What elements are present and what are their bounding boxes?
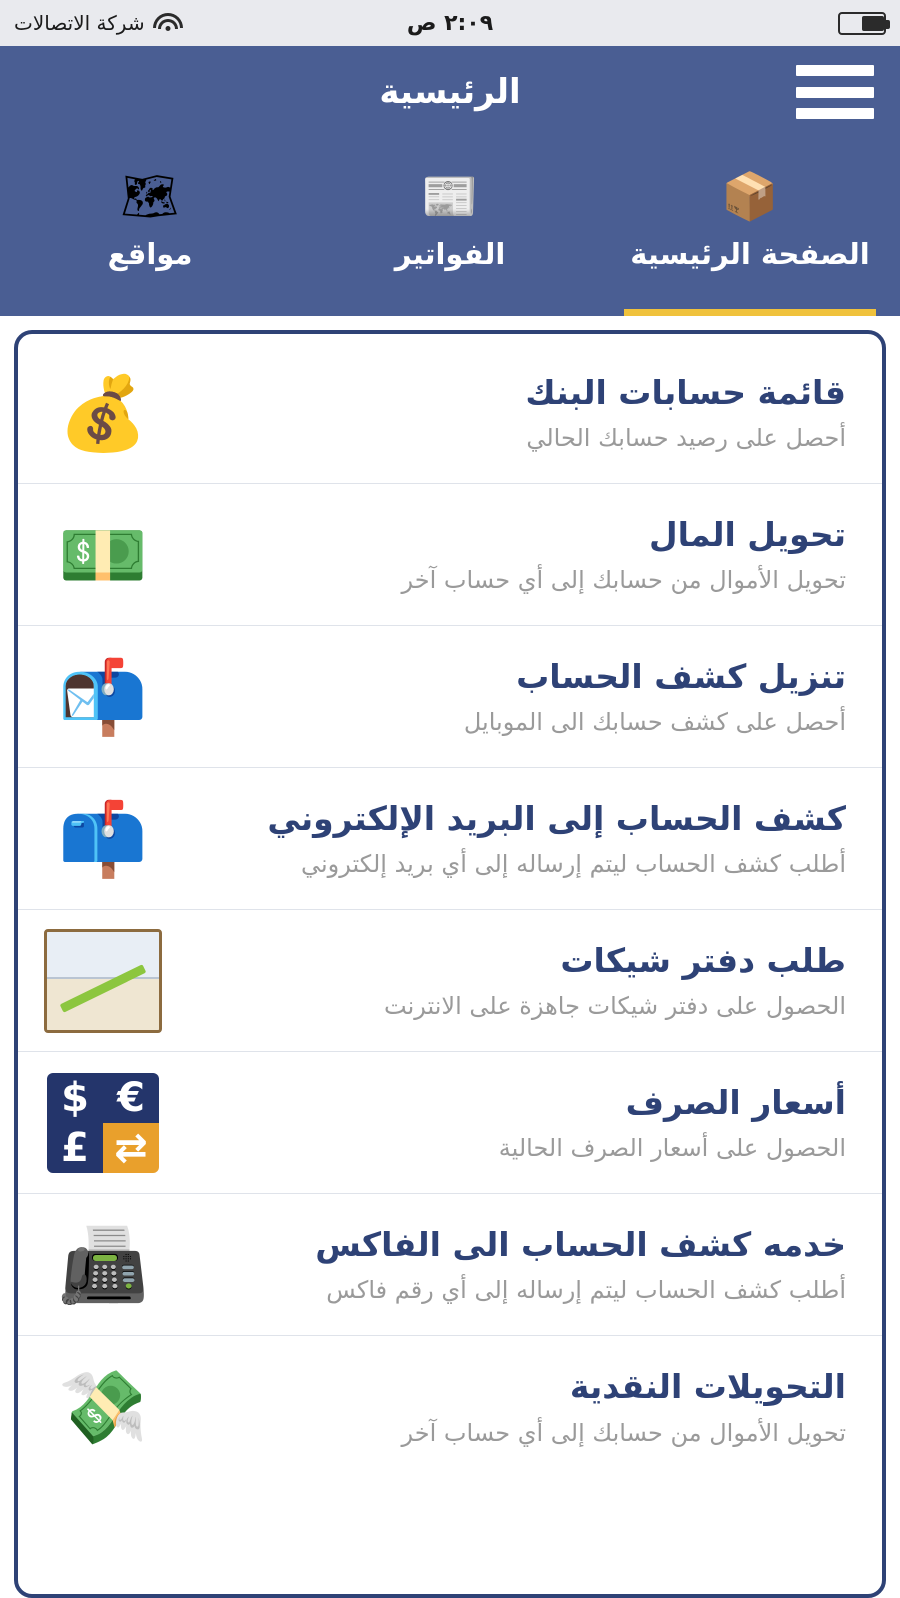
list-item-text [162,798,864,879]
list-item[interactable] [18,768,882,910]
status-bar-right [14,11,181,35]
battery-icon [838,12,886,35]
list-item-subtitle: أطلب كشف الحساب ليتم إرساله إلى أي رقم فاكس [326,1276,846,1305]
checkbook-icon [44,929,162,1033]
list-item-title: خدمه كشف الحساب الى الفاكس [315,1224,846,1264]
app-header [0,46,900,138]
list-item-text [162,656,864,737]
list-item-subtitle: الحصول على دفتر شيكات جاهزة على الانترنت [384,992,846,1021]
page-title: الرئيسية [379,72,521,112]
locations-icon: 🗺 [120,169,180,223]
mailbox-orange-icon: 📬 [58,654,148,739]
swap-symbol: ⇄ [103,1123,159,1173]
list-item-text [162,514,864,595]
list-item-subtitle: تحويل الأموال من حسابك إلى أي حساب آخر [401,1418,846,1447]
mailbox-mail-icon: 📫 [58,796,148,881]
list-item[interactable] [18,1336,882,1478]
status-bar-left [838,12,886,35]
list-item[interactable] [18,484,882,626]
carrier-label: شركة الاتصالات [14,11,145,35]
list-item-subtitle: تحويل الأموال من حسابك إلى أي حساب آخر [401,566,846,595]
dollar-symbol: $ [47,1073,103,1123]
currency-exchange-icon [44,1071,162,1175]
list-item-title: كشف الحساب إلى البريد الإلكتروني [267,798,846,838]
hamburger-menu-icon[interactable] [796,65,874,119]
list-item-text [162,1224,864,1305]
list-item[interactable] [18,1194,882,1336]
list-item-title: تنزيل كشف الحساب [516,656,846,696]
list-item-text [162,1082,864,1163]
tab-invoices-label: الفواتير [394,237,506,271]
list-item-title: تحويل المال [648,514,846,554]
tab-locations[interactable] [0,138,300,316]
tab-home[interactable] [600,138,900,316]
fax-machine-icon: 📠 [58,1222,148,1307]
tab-locations-label: مواقع [107,237,193,271]
money-transfer-icon: 💸 [58,1365,148,1449]
home-box-icon: 📦 [721,169,779,223]
list-item-text [162,940,864,1021]
status-bar [0,0,900,46]
status-bar-time: ٢:٠٩ ص [406,10,494,36]
list-item-title: التحويلات النقدية [569,1367,846,1407]
invoices-icon: 📰 [421,169,479,223]
wifi-icon [155,13,181,33]
tab-home-label: الصفحة الرئيسية [630,237,870,271]
list-item[interactable] [18,626,882,768]
list-item-subtitle: أحصل على كشف حسابك الى الموبايل [463,708,846,737]
euro-symbol: € [103,1073,159,1123]
list-item-subtitle: أطلب كشف الحساب ليتم إرساله إلى أي بريد إلكتروني [300,850,846,879]
list-item[interactable] [18,1052,882,1194]
tab-invoices[interactable] [300,138,600,316]
list-item-title: قائمة حسابات البنك [525,372,846,412]
pound-symbol: £ [47,1123,103,1173]
list-item-subtitle: الحصول على أسعار الصرف الحالية [498,1134,846,1163]
list-item-text [162,372,864,453]
list-item-text [162,1366,864,1447]
tab-bar [0,138,900,316]
main-content [0,316,900,1598]
list-item-subtitle: أحصل على رصيد حسابك الحالي [526,424,846,453]
list-item[interactable] [18,910,882,1052]
list-item-title: طلب دفتر شيكات [560,940,846,980]
services-card [14,330,886,1598]
list-item-title: أسعار الصرف [625,1082,846,1122]
list-item[interactable] [18,342,882,484]
cash-stack-icon: 💵 [58,512,148,597]
money-bag-icon: 💰 [58,370,148,455]
